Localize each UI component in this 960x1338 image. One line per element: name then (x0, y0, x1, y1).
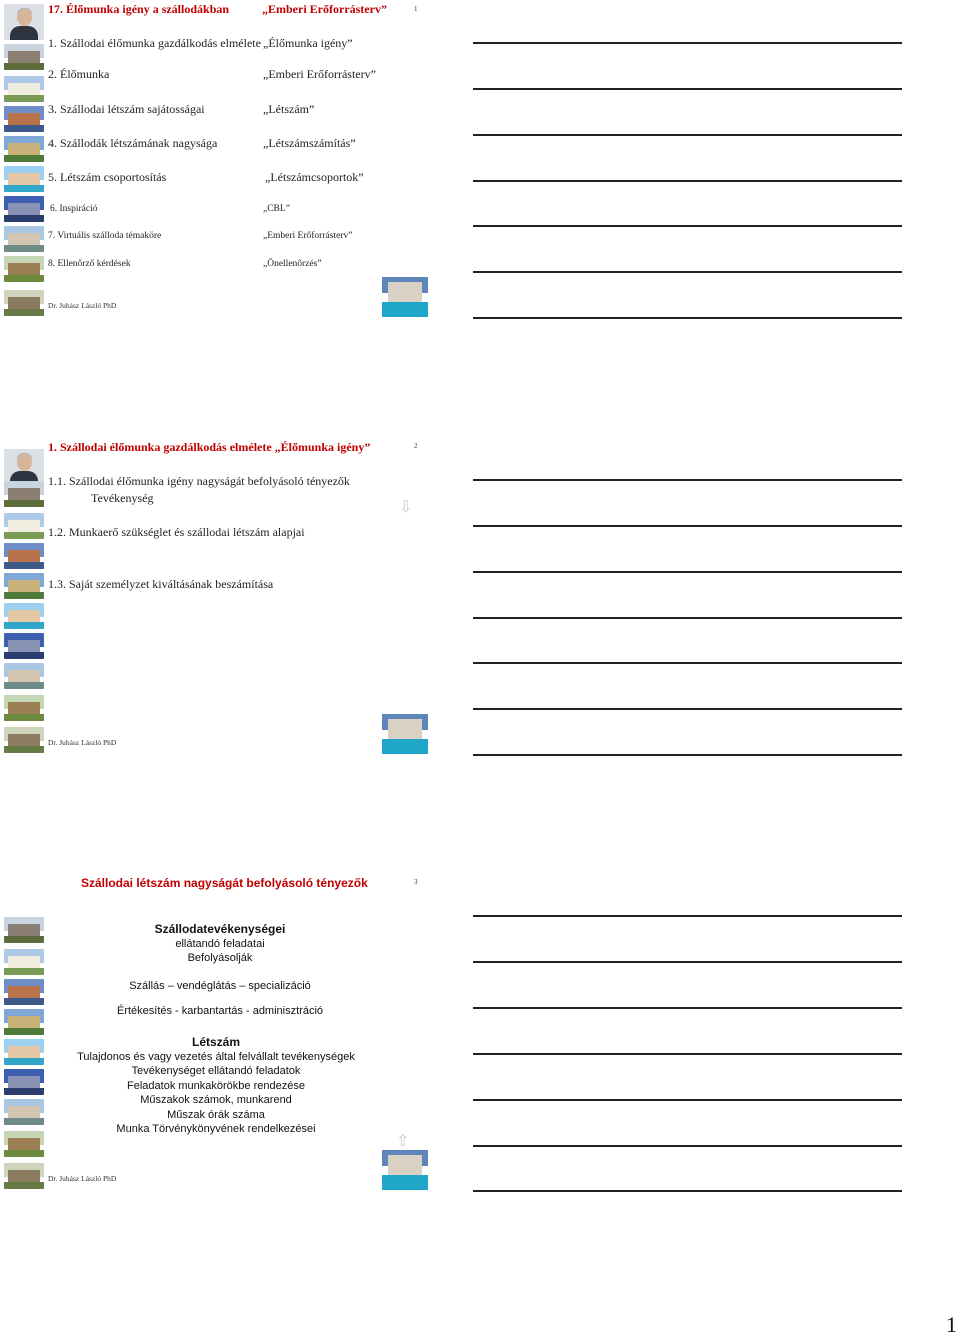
note-line (473, 1190, 902, 1192)
toc-item-right: „Emberi Erőforrásterv” (263, 231, 353, 241)
hotel-thumbnail-2 (4, 513, 44, 539)
toc-item-right: „Élőmunka igény” (263, 36, 353, 50)
toc-item-left: 8. Ellenőrző kérdések (48, 259, 131, 269)
headcount-line: Munka Törvénykönyvének rendelkezései (116, 1123, 316, 1135)
toc-item-left: 4. Szállodák létszámának nagysága (48, 136, 218, 150)
slide-2 (0, 437, 440, 767)
slide-title-right: „Emberi Erőforrásterv” (262, 2, 387, 16)
headcount-line: Feladatok munkakörökbe rendezése (127, 1079, 305, 1092)
hotel-thumbnail-8 (4, 1131, 44, 1157)
slide-title: Szállodai létszám nagyságát befolyásoló tényezők (81, 876, 368, 890)
author-name: Dr. Juhász László PhD (48, 738, 117, 747)
note-line (473, 754, 902, 756)
slide-number: 1 (414, 5, 418, 13)
hotel-thumbnail-9 (4, 1163, 44, 1189)
note-line (473, 317, 902, 319)
note-line (473, 42, 902, 44)
hotel-thumbnail-5 (4, 603, 44, 629)
toc-item-right: „Létszámcsoportok” (265, 170, 364, 184)
note-line (473, 88, 902, 90)
author-name: Dr. Juhász László PhD (48, 301, 117, 310)
headcount-line: Műszak órák száma (167, 1108, 265, 1121)
note-line (473, 134, 902, 136)
slide-3 (0, 873, 440, 1203)
toc-item-right: „CBL” (263, 204, 290, 214)
hotel-thumbnail-8 (4, 695, 44, 721)
hotel-thumbnail-4 (4, 1009, 44, 1035)
note-line (473, 1007, 902, 1009)
activities-line: Befolyásolják (187, 952, 253, 964)
hotel-pool-image (382, 1150, 428, 1190)
author-name: Dr. Juhász László PhD (48, 1174, 117, 1183)
hotel-thumbnail-1 (4, 917, 44, 943)
arrow-down-icon: ⇩ (399, 497, 413, 516)
slide-1 (0, 0, 440, 330)
toc-item-left: 6. Inspiráció (50, 204, 98, 214)
section-item: 1.2. Munkaerő szükséglet és szállodai létszám alapjai (48, 525, 305, 539)
headcount-block (56, 1035, 376, 1137)
author-photo (4, 4, 44, 40)
hotel-thumbnail-5 (4, 1039, 44, 1065)
section-item: 1.3. Saját személyzet kiváltásának beszámítása (48, 577, 274, 591)
author-photo (4, 449, 44, 485)
slide-number: 2 (414, 442, 418, 450)
note-line (473, 708, 902, 710)
activities-block (60, 922, 380, 966)
hotel-thumbnail-4 (4, 573, 44, 599)
toc-item-right: „Létszám” (263, 102, 315, 116)
hotel-thumbnail-8 (4, 256, 44, 282)
headcount-line: Tulajdonos és vagy vezetés által felvállalt tevékenységek (77, 1050, 355, 1063)
hotel-thumbnail-7 (4, 663, 44, 689)
note-line (473, 961, 902, 963)
hotel-thumbnail-2 (4, 76, 44, 102)
headcount-line: Tevékenységet ellátandó feladatok (131, 1065, 301, 1077)
hotel-thumbnail-4 (4, 136, 44, 162)
note-line (473, 225, 902, 227)
hotel-thumbnail-5 (4, 166, 44, 192)
hotel-thumbnail-3 (4, 543, 44, 569)
hotel-thumbnail-1 (4, 44, 44, 70)
slide-number: 3 (414, 878, 418, 886)
headcount-line: Műszakok számok, munkarend (140, 1094, 292, 1106)
note-line (473, 915, 902, 917)
note-line (473, 1053, 902, 1055)
section-subitem: Tevékenység (91, 491, 154, 505)
toc-item-left: 3. Szállodai létszám sajátosságai (48, 102, 205, 116)
note-line (473, 180, 902, 182)
services-line: Szállás – vendéglátás – specializáció (129, 980, 311, 992)
hotel-thumbnail-9 (4, 290, 44, 316)
toc-item-right: „Emberi Erőforrásterv” (263, 67, 376, 81)
note-line (473, 1145, 902, 1147)
note-line (473, 617, 902, 619)
hotel-thumbnail-7 (4, 1099, 44, 1125)
activities-heading: Szállodatevékenységei (154, 922, 286, 936)
section-item: 1.1. Szállodai élőmunka igény nagyságát befolyásoló tényezők (48, 474, 350, 488)
toc-item-left: 2. Élőmunka (48, 67, 110, 81)
arrow-up-icon: ⇧ (396, 1131, 410, 1150)
slide-title-left: 17. Élőmunka igény a szállodákban (48, 2, 230, 16)
hotel-pool-image (382, 714, 428, 754)
hotel-thumbnail-1 (4, 481, 44, 507)
note-line (473, 525, 902, 527)
page-number: 1 (946, 1312, 957, 1337)
hotel-thumbnail-6 (4, 196, 44, 222)
support-line: Értékesítés - karbantartás - adminisztráció (116, 1005, 324, 1017)
note-line (473, 571, 902, 573)
hotel-thumbnail-6 (4, 633, 44, 659)
slide-title: 1. Szállodai élőmunka gazdálkodás elmélete „Élőmunka igény” (48, 440, 371, 454)
note-line (473, 662, 902, 664)
hotel-thumbnail-3 (4, 979, 44, 1005)
note-line (473, 271, 902, 273)
toc-item-left: 1. Szállodai élőmunka gazdálkodás elmélete (48, 36, 261, 50)
toc-item-right: „Önellenőrzés” (263, 259, 322, 269)
hotel-thumbnail-7 (4, 226, 44, 252)
hotel-thumbnail-9 (4, 727, 44, 753)
note-line (473, 479, 902, 481)
toc-item-left: 7. Virtuális szálloda témaköre (48, 231, 162, 241)
hotel-thumbnail-3 (4, 106, 44, 132)
headcount-heading: Létszám (191, 1035, 241, 1049)
hotel-thumbnail-6 (4, 1069, 44, 1095)
toc-item-right: „Létszámszámítás” (263, 136, 356, 150)
hotel-thumbnail-2 (4, 949, 44, 975)
toc-item-left: 5. Létszám csoportosítás (48, 170, 167, 184)
note-line (473, 1099, 902, 1101)
activities-line: ellátandó feladatai (175, 937, 265, 950)
hotel-pool-image (382, 277, 428, 317)
